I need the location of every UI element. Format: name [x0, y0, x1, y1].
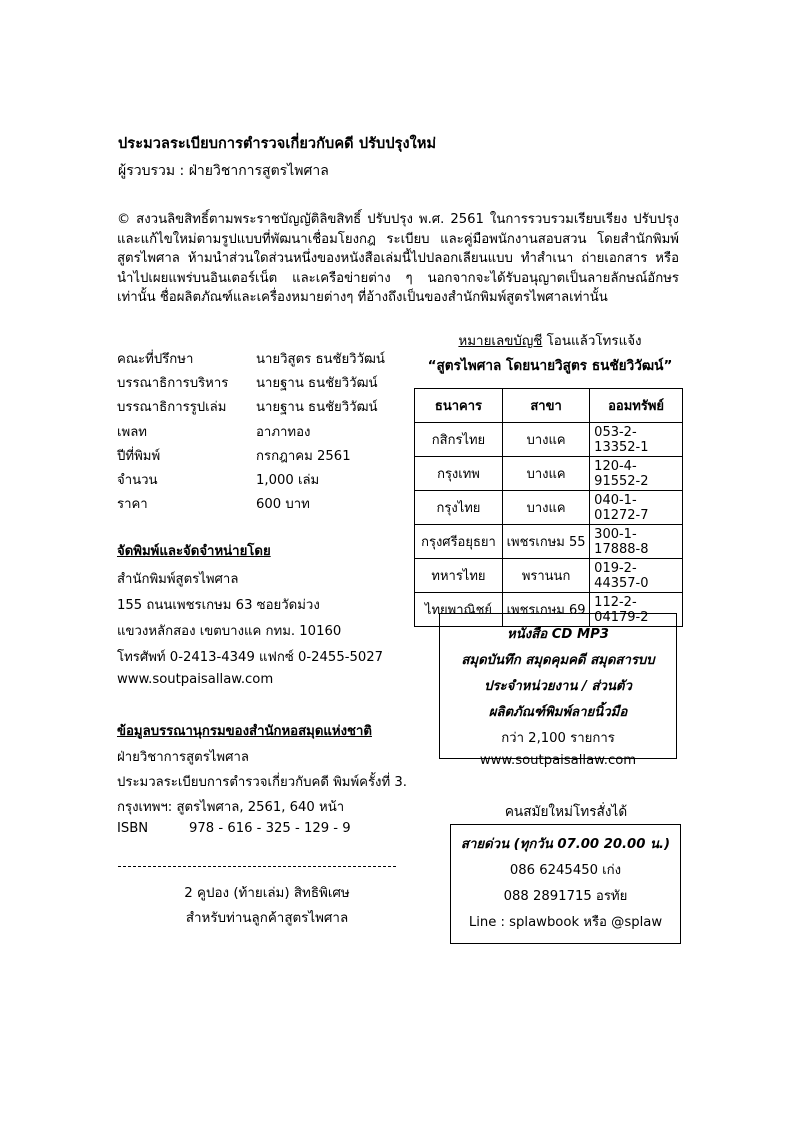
library-imprint: กรุงเทพฯ: สูตรไพศาล, 2561, 640 หน้า — [117, 800, 345, 815]
cell-account-number: 053-2-13352-1 — [590, 423, 683, 457]
publisher-block — [117, 540, 417, 698]
library-author: ฝ่ายวิชาการสูตรไพศาล — [117, 750, 249, 765]
cell-account-number: 112-2-04179-2 — [590, 593, 683, 627]
products-line-4: ผลิตภัณฑ์พิมพ์ลายนิ้วมือ — [488, 705, 628, 720]
contact-line-id[interactable]: Line : splawbook หรือ @splaw — [468, 915, 663, 930]
credits-label: บรรณาธิการบริหาร — [117, 376, 229, 392]
isbn-value: 978 - 616 - 325 - 129 - 9 — [189, 821, 351, 836]
contact-phone-2[interactable]: 088 2891715 อรทัย — [503, 889, 628, 904]
cell-account-number: 040-1-01272-7 — [590, 491, 683, 525]
credits-value: นายฐาน ธนชัยวิวัฒน์ — [256, 376, 378, 392]
credits-label: บรรณาธิการรูปเล่ม — [117, 400, 227, 416]
isbn-row — [117, 821, 427, 846]
compiler-line: ผู้รวบรวม : ฝ่ายวิชาการสูตรไพศาล — [118, 163, 329, 179]
coupon-note-line-1: 2 คูปอง (ท้ายเล่ม) สิทธิพิเศษ — [184, 886, 350, 901]
credits-list — [117, 348, 407, 517]
copyright-text: © สงวนลิขสิทธิ์ตามพระราชบัญญัติลิขสิทธิ์ ปรับปรุง พ.ศ. 2561 ในการรวบรวมเรียบเรียง ปรับปรุงและแก้ไขใหม่ตามรูปแบบที่พัฒนาเชื่อมโยงกฎ ระเบียบ และคู่มือพนักงานสอบสวน โดยสำนักพิมพ์สูตรไพศาล ห้ามนำส่วนใดส่วนหนึ่งของหนังสือเล่มนี้ไปปลอกเลียนแบบ ทำสำเนา ถ่ายเอกสาร หรือนำไปเผยแพร่บนอินเตอร์เน็ต และเครือข่ายต่าง ๆ นอกจากจะได้รับอนุญาตเป็นลายลักษณ์อักษรเท่านั้น ชื่อผลิตภัณฑ์และเครื่องหมายต่างๆ ที่อ้างถึงเป็นของสำนักพิมพ์สูตรไพศาลเท่านั้น — [117, 212, 679, 306]
cell-account-number: 019-2-44357-0 — [590, 559, 683, 593]
contact-phone-1[interactable]: 086 6245450 เก่ง — [509, 863, 622, 878]
publisher-address-line-1: 155 ถนนเพชรเกษม 63 ซอยวัดม่วง — [117, 598, 320, 613]
table-row — [415, 491, 683, 525]
credits-row — [117, 493, 407, 517]
cell-branch: บางแค — [502, 491, 589, 525]
cell-branch: เพชรเกษม 55 — [502, 525, 589, 559]
library-heading: ข้อมูลบรรณานุกรมของสำนักหอสมุดแห่งชาติ — [117, 724, 372, 739]
credits-value: นายวิสูตร ธนชัยวิวัฒน์ — [256, 352, 385, 367]
table-header-row — [415, 389, 683, 423]
table-row — [415, 559, 683, 593]
cell-account-number: 300-1-17888-8 — [590, 525, 683, 559]
publisher-website[interactable]: www.soutpaisallaw.com — [117, 672, 274, 687]
cell-branch: เพชรเกษม 69 — [502, 593, 589, 627]
cell-bank: กรุงไทย — [415, 491, 503, 525]
table-row — [415, 525, 683, 559]
credits-row — [117, 348, 407, 372]
column-header-savings: ออมทรัพย์ — [590, 389, 683, 423]
cell-bank: กรุงเทพ — [415, 457, 503, 491]
cell-branch: บางแค — [502, 457, 589, 491]
library-title-edition: ประมวลระเบียบการตำรวจเกี่ยวกับคดี พิมพ์ครั้งที่ 3. — [117, 775, 407, 790]
page-title: ประมวลระเบียบการตำรวจเกี่ยวกับคดี ปรับปรุงใหม่ — [118, 136, 437, 152]
coupon-note-line-2: สำหรับท่านลูกค้าสูตรไพศาล — [185, 911, 349, 926]
copyright-notice — [117, 210, 679, 308]
products-box — [439, 613, 677, 768]
credits-value: 1,000 เล่ม — [256, 472, 320, 488]
products-count: กว่า 2,100 รายการ — [501, 731, 615, 746]
bank-account-table — [414, 388, 683, 627]
credits-row — [117, 469, 407, 493]
cell-account-number: 120-4-91552-2 — [590, 457, 683, 491]
order-heading: คนสมัยใหม่โทรสั่งได้ — [504, 804, 628, 820]
credits-row — [117, 445, 407, 469]
account-heading-line — [410, 330, 690, 354]
isbn-label: ISBN — [117, 821, 149, 836]
table-row — [415, 457, 683, 491]
cell-bank: ทหารไทย — [415, 559, 503, 593]
credits-value: กรกฎาคม 2561 — [256, 448, 351, 464]
table-row — [415, 423, 683, 457]
credits-row — [117, 421, 407, 445]
credits-label: เพลท — [117, 424, 147, 440]
account-heading-rest: โอนแล้วโทรแจ้ง — [542, 334, 642, 349]
credits-label: คณะที่ปรึกษา — [117, 352, 194, 367]
credits-row — [117, 396, 407, 420]
account-heading-underlined: หมายเลขบัญชี — [458, 334, 543, 349]
credits-value: อาภาทอง — [256, 424, 311, 440]
products-website[interactable]: www.soutpaisallaw.com — [479, 753, 637, 768]
cell-bank: ไทยพาณิชย์ — [415, 593, 503, 627]
column-header-branch: สาขา — [502, 389, 589, 423]
library-cataloging-block — [117, 720, 427, 846]
credits-row — [117, 372, 407, 396]
publisher-address-line-2: แขวงหลักสอง เขตบางแค กทม. 10160 — [117, 624, 342, 639]
products-line-2: สมุดบันทึก สมุดคุมคดี สมุดสารบบ — [461, 653, 655, 668]
cell-bank: กรุงศรีอยุธยา — [415, 525, 503, 559]
credits-label: ปีที่พิมพ์ — [117, 448, 161, 464]
column-header-bank: ธนาคาร — [415, 389, 503, 423]
cell-branch: บางแค — [502, 423, 589, 457]
account-heading — [410, 330, 690, 376]
cell-branch: พรานนก — [502, 559, 589, 593]
dashed-divider — [118, 866, 396, 867]
publisher-phone-fax: โทรศัพท์ 0-2413-4349 แฟกซ์ 0-2455-5027 — [117, 650, 384, 665]
products-line-1: หนังสือ CD MP3 — [507, 627, 609, 642]
products-line-3: ประจำหน่วยงาน / ส่วนตัว — [484, 679, 632, 694]
coupon-note — [117, 882, 417, 932]
contact-box — [450, 824, 681, 944]
account-holder-name: “สูตรไพศาล โดยนายวิสูตร ธนชัยวิวัฒน์” — [427, 358, 673, 374]
credits-label: ราคา — [117, 497, 148, 513]
cell-bank: กสิกรไทย — [415, 423, 503, 457]
credits-value: นายฐาน ธนชัยวิวัฒน์ — [256, 400, 378, 416]
hotline-hours: สายด่วน (ทุกวัน 07.00 20.00 น.) — [460, 837, 671, 852]
publisher-heading: จัดพิมพ์และจัดจำหน่ายโดย — [117, 544, 271, 559]
credits-label: จำนวน — [117, 472, 158, 488]
publisher-name: สำนักพิมพ์สูตรไพศาล — [117, 572, 239, 587]
credits-value: 600 บาท — [256, 497, 310, 513]
